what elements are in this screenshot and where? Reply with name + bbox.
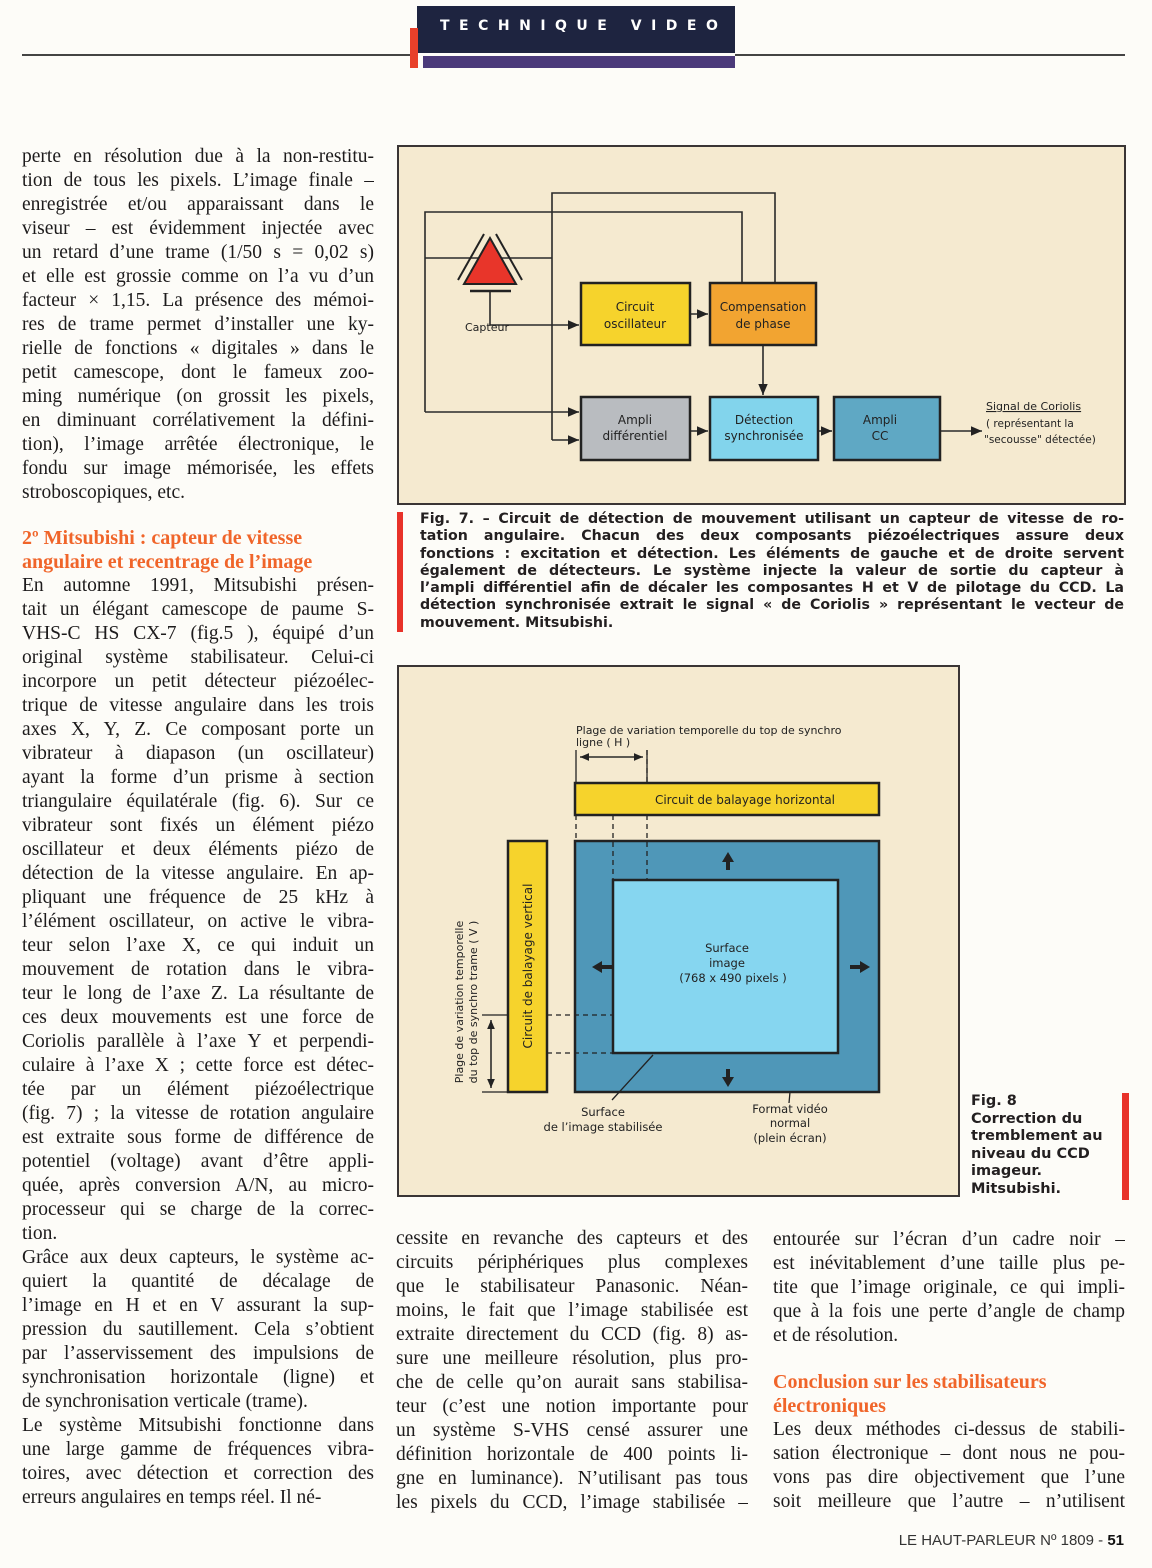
phase-label: de phase — [735, 317, 791, 331]
caption-line: tation angulaire. Chacun des deux composants piézoélectriques assure deux — [420, 528, 1124, 545]
text-line: ces deux mouvements est une force de — [22, 1007, 374, 1028]
section-title: TECHNIQUE VIDEO — [440, 18, 728, 34]
normal-format-label: normal — [769, 1116, 811, 1130]
normal-format-label: Format vidéo — [752, 1102, 828, 1116]
text-line: est extraite sous forme de différence de — [22, 1127, 374, 1148]
text-line: ming numérique (on grossit les pixels, — [22, 386, 374, 407]
heading-line: électroniques — [773, 1395, 886, 1417]
text-line: vibrateur sont fixés un élément piézo — [22, 815, 374, 836]
text-line: petit camescope, dont le fameux zoo- — [22, 362, 374, 383]
text-line: En automne 1991, Mitsubishi présen- — [22, 575, 374, 596]
text-line: et elle est grossie comme on l’a vu d’un — [22, 266, 374, 287]
text-line: tion. — [22, 1223, 58, 1244]
text-line: tait un élégant camescope de paume S- — [22, 599, 374, 620]
oscillator-label: Circuit — [615, 300, 655, 314]
text-line: pliquant une fréquence de 25 kHz à — [22, 887, 374, 908]
text-line: quée, après conversion A/N, au micro- — [22, 1175, 374, 1196]
text-line: rielle de fonctions « digitales » dans le — [22, 338, 374, 359]
paragraph — [22, 1246, 374, 1414]
heading-line: Conclusion sur les stabilisateurs — [773, 1371, 1047, 1393]
text-line: synchronisation horizontale (ligne) et — [22, 1367, 374, 1388]
text-line: res de trame permet d’installer une ky- — [22, 314, 374, 335]
paragraph — [773, 1418, 1125, 1514]
text-line: circuits périphériques plus complexes — [396, 1252, 748, 1273]
caption-line: Correction du — [971, 1110, 1083, 1127]
text-line: Grâce aux deux capteurs, le système ac- — [22, 1247, 374, 1268]
text-line: teur (c’est une notion importante pour — [396, 1396, 748, 1417]
caption-line: Mitsubishi. — [971, 1180, 1062, 1197]
text-line: VHS-C HS CX-7 (fig.5 ), équipé d’un — [22, 623, 374, 644]
h-scan-label: Circuit de balayage horizontal — [654, 793, 836, 807]
text-line: détection de la vitesse angulaire. En ap- — [22, 863, 374, 884]
caption-line: Fig. 7. – Circuit de détection de mouvement utilisant un capteur de vitesse de ro- — [420, 511, 1124, 527]
text-line: mouvement de rotation dans le vibra- — [22, 959, 374, 980]
text-line: original système stabilisateur. Celui-ci — [22, 647, 374, 668]
text-line: en diminuant corrélativement la défini- — [22, 410, 374, 431]
text-line: de synchronisation verticale (trame). — [22, 1391, 308, 1412]
text-line: culaire à l’axe X ; cette force est détec- — [22, 1055, 374, 1076]
text-line: pression du sautillement. Cela s’obtient — [22, 1319, 374, 1340]
middle-column — [396, 1227, 748, 1515]
v-range-label: Plage de variation temporelle — [453, 920, 466, 1084]
text-line: extraite directement du CCD (fig. 8) as- — [396, 1324, 748, 1345]
text-line: sure une meilleure résolution, plus pro- — [396, 1348, 748, 1369]
text-line: triangulaire équilatérale (fig. 6). Sur ce — [22, 791, 374, 812]
v-range-label: du top de synchro trame ( V ) — [467, 920, 480, 1084]
v-scan-label: Circuit de balayage vertical — [521, 883, 535, 1049]
caption-line: mouvement. Mitsubishi. — [420, 614, 614, 631]
text-line: potentiel (voltage) avant d’être appli- — [22, 1151, 374, 1172]
text-line: (fig. 7) ; la vitesse de rotation angulaire — [22, 1103, 374, 1124]
text-line: erreurs angulaires en temps réel. Il né- — [22, 1487, 322, 1508]
text-line: que à la fois une perte d’angle de champ — [773, 1301, 1125, 1322]
text-line: Coriolis parallèle à l’axe Y et perpendi- — [22, 1031, 374, 1052]
dc-amp-label: Ampli — [862, 413, 898, 427]
page-number: 51 — [1107, 1532, 1124, 1549]
caption-line: fonctions : excitation et détection. Les éléments de gauche et de droite servent — [420, 545, 1124, 562]
paragraph — [773, 1228, 1125, 1348]
caption-line: détection synchronisée extrait le signal « de Coriolis » représentant le vecteur de — [420, 597, 1124, 614]
text-line: enregistrée et/ou apparaissant dans le — [22, 194, 374, 215]
paragraph — [22, 1414, 374, 1510]
text-line: un retard d’une trame (1/50 s = 0,02 s) — [22, 242, 374, 263]
diff-amp-label: Ampli — [617, 413, 653, 427]
page-footer — [899, 1532, 1124, 1549]
h-range-label: ligne ( H ) — [576, 736, 631, 749]
text-line: trique de vitesse angulaire dans les trois — [22, 695, 374, 716]
stabilized-label: de l’image stabilisée — [543, 1120, 663, 1134]
text-line: vibrateur à diapason (un oscillateur) — [22, 743, 374, 764]
text-line: processeur qui se charge de la correc- — [22, 1199, 374, 1220]
text-line: axes X, Y, Z. Ce composant porte un — [22, 719, 374, 740]
text-line: définition horizontale de 400 points li- — [396, 1444, 748, 1465]
text-line: un système S-VHS censé assurer une — [396, 1420, 748, 1441]
text-line: oscillateur et deux éléments piézo de — [22, 839, 374, 860]
text-line: Le système Mitsubishi fonctionne dans — [22, 1415, 374, 1436]
text-line: tée par un élément piézoélectrique — [22, 1079, 374, 1100]
text-line: toires, avec détection et correction des — [22, 1463, 374, 1484]
text-line: par l’asservissement des impulsions de — [22, 1343, 374, 1364]
text-line: quiert la quantité de décalage de — [22, 1271, 374, 1292]
text-line: che de celle qu’on aurait sans stabilisa- — [396, 1372, 748, 1393]
text-line: les pixels du CCD, l’image stabilisée – — [396, 1492, 748, 1513]
text-line: perte en résolution due à la non-restitu- — [22, 146, 374, 167]
heading-line: 2º Mitsubishi : capteur de vitesse — [22, 527, 303, 549]
caption-line: tremblement au — [971, 1128, 1103, 1144]
text-line: sation électronique – dont nous ne pou- — [773, 1443, 1125, 1464]
text-line: viseur – est évidemment injectée avec — [22, 218, 374, 239]
caption-line: niveau du CCD — [971, 1145, 1090, 1162]
text-line: teur selon l’axe X, ce qui induit un — [22, 935, 374, 956]
text-line: vons pas dire objectivement que l’une — [773, 1467, 1125, 1488]
text-line: ayant la forme d’un prisme à section — [22, 767, 374, 788]
phase-label: Compensation — [719, 300, 807, 314]
text-line: facteur × 1,15. La présence des mémoi- — [22, 290, 374, 311]
text-line: incorpore un petit détecteur piézoélec- — [22, 671, 374, 692]
image-surface-label: Surface — [705, 941, 749, 955]
caption-line: imageur. — [971, 1163, 1042, 1179]
right-column — [773, 1228, 1125, 1514]
text-line: que le stabilisateur Panasonic. Néan- — [396, 1276, 748, 1297]
normal-format-label: (plein écran) — [753, 1131, 827, 1145]
dc-amp-label: CC — [871, 429, 889, 443]
heading-line: angulaire et recentrage de l’image — [22, 551, 313, 573]
h-range-label: Plage de variation temporelle du top de synchro — [576, 724, 842, 737]
text-line: tite que l’image originale, ce qui impli- — [773, 1277, 1125, 1298]
sync-detect-label: synchronisée — [724, 429, 804, 443]
paragraph — [396, 1227, 748, 1515]
figure-8-caption — [971, 1093, 1121, 1198]
sync-detect-label: Détection — [734, 413, 794, 427]
output-label: ( représentant la — [986, 418, 1074, 430]
text-line: tion), l’image arrêtée électronique, le — [22, 434, 374, 455]
section-heading — [773, 1370, 1125, 1418]
oscillator-label: oscillateur — [603, 317, 667, 331]
image-surface-label: (768 x 490 pixels ) — [679, 971, 787, 985]
sensor-label: Capteur — [465, 321, 509, 334]
text-line: l’élément oscillateur, on active le vibra- — [22, 911, 374, 932]
text-line: une large gamme de fréquences vibra- — [22, 1439, 374, 1460]
text-line: teur le long de l’axe Z. La résultante de — [22, 983, 374, 1004]
caption-line: l’ampli différentiel afin de décaler les composantes H et V de pilotage du CCD. La — [420, 580, 1124, 597]
text-line: Les deux méthodes ci-dessus de stabili- — [773, 1419, 1125, 1440]
text-line: et de résolution. — [773, 1325, 899, 1346]
text-line: est inévitablement d’une taille plus pe- — [773, 1253, 1125, 1274]
output-label: "secousse" détectée) — [984, 434, 1096, 446]
magazine-issue: LE HAUT-PARLEUR Nº 1809 - — [898, 1532, 1108, 1549]
text-line: cessite en revanche des capteurs et des — [396, 1228, 748, 1249]
output-label: Signal de Coriolis — [986, 400, 1082, 413]
text-line: tion de tous les pixels. L’image finale – — [22, 170, 374, 191]
image-surface-label: image — [709, 956, 745, 970]
stabilized-label: Surface — [581, 1105, 625, 1119]
text-line: fondu sur image mémorisée, les effets — [22, 458, 374, 479]
caption-line: également de détecteurs. Le système injecte la valeur de sortie du capteur à — [420, 562, 1124, 579]
diff-amp-label: différentiel — [602, 429, 668, 443]
text-line: stroboscopiques, etc. — [22, 482, 186, 503]
caption-line: Fig. 8 — [971, 1093, 1017, 1109]
caption-accent-bar — [1122, 1093, 1129, 1200]
text-line: moins, le fait que l’image stabilisée est — [396, 1300, 748, 1321]
text-line: l’image en H et en V assurant la sup- — [22, 1295, 374, 1316]
text-line: entourée sur l’écran d’un cadre noir – — [773, 1229, 1125, 1250]
text-line: soit meilleure que l’autre – n’utilisent — [773, 1491, 1125, 1512]
text-line: gne en luminance). N’utilisant pas tous — [396, 1468, 748, 1489]
